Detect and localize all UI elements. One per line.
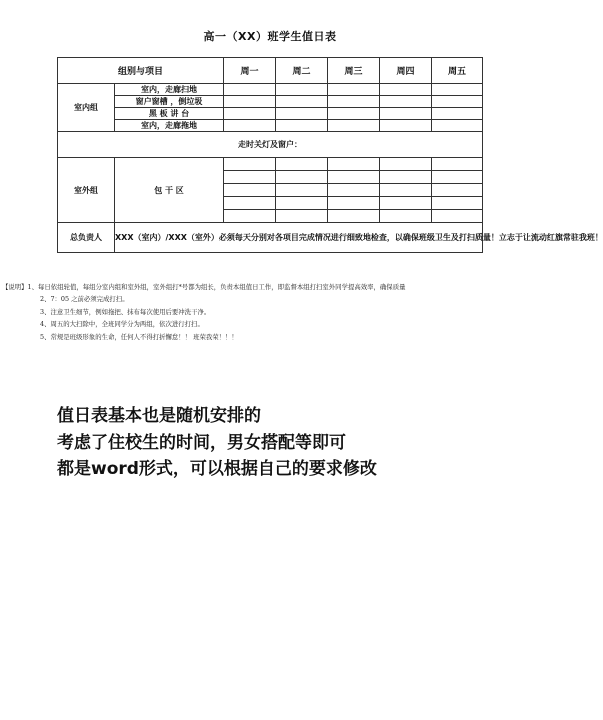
table-row — [58, 96, 483, 108]
table-cell — [328, 197, 380, 210]
outdoor-group-label: 室外组 — [58, 158, 115, 223]
responsible-label: 总负责人 — [58, 223, 115, 253]
table-cell — [224, 108, 276, 120]
table-cell — [328, 210, 380, 223]
table-cell — [432, 96, 483, 108]
table-row — [58, 84, 483, 96]
table-cell — [328, 184, 380, 197]
table-cell — [380, 84, 432, 96]
indoor-task: 室内，走廊扫地 — [115, 84, 224, 96]
table-row — [58, 158, 483, 171]
table-cell — [432, 158, 483, 171]
table-cell — [432, 197, 483, 210]
indoor-group-label: 室内组 — [58, 84, 115, 132]
table-cell — [224, 197, 276, 210]
table-cell — [224, 171, 276, 184]
table-cell — [224, 120, 276, 132]
responsible-text: XXX（室内）/XXX（室外）必须每天分别对各项目完成情况进行细致地检查，以确保班级卫生及打扫质量！立志于让流动红旗常驻我班！ — [115, 223, 483, 253]
caption-line: 考虑了住校生的时间，男女搭配等即可 — [57, 432, 346, 453]
table-cell — [276, 210, 328, 223]
table-cell — [380, 158, 432, 171]
table-header-row — [58, 58, 483, 84]
document-title: 高一（XX）班学生值日表 — [203, 30, 337, 43]
table-cell — [276, 120, 328, 132]
table-cell — [380, 184, 432, 197]
table-cell — [328, 120, 380, 132]
table-cell — [276, 197, 328, 210]
table-cell — [276, 84, 328, 96]
table-cell — [380, 210, 432, 223]
table-cell — [328, 108, 380, 120]
leave-reminder: 走时关灯及窗户： — [58, 132, 483, 158]
note-line: 3、注意卫生细节，例如拖把、抹布每次使用后要冲洗干净。 — [40, 307, 211, 316]
outdoor-area: 包 干 区 — [115, 158, 224, 223]
table-cell — [380, 171, 432, 184]
note-line: 5、常规是班级形象的生命，任何人不得打折懈怠！！ 班荣我荣！！！ — [40, 332, 238, 341]
table-cell — [328, 158, 380, 171]
table-cell — [276, 108, 328, 120]
table-cell — [276, 171, 328, 184]
table-cell — [328, 171, 380, 184]
duty-roster-table — [57, 57, 603, 253]
indoor-task: 窗户窗槽 ，倒垃圾 — [115, 96, 224, 108]
table-cell — [432, 84, 483, 96]
header-friday: 周五 — [432, 58, 483, 84]
header-tuesday: 周二 — [276, 58, 328, 84]
table-cell — [432, 171, 483, 184]
caption-text — [57, 403, 517, 483]
header-group-item: 组别与项目 — [58, 58, 224, 84]
indoor-task: 室内，走廊拖地 — [115, 120, 224, 132]
table-cell — [224, 210, 276, 223]
note-line: 【说明】1、每日依组轮值，每组分室内组和室外组，室外组打*号都为组长，负责本组值日工作，即监督本组打扫室外同学提高效率，确保质量 — [2, 283, 406, 291]
table-cell — [328, 84, 380, 96]
table-cell — [224, 84, 276, 96]
caption-line: 值日表基本也是随机安排的 — [57, 406, 261, 426]
header-wednesday: 周三 — [328, 58, 380, 84]
table-cell — [224, 184, 276, 197]
table-cell — [432, 210, 483, 223]
table-cell — [380, 197, 432, 210]
table-cell — [432, 108, 483, 120]
table-cell — [328, 96, 380, 108]
note-line: 4、周五的大扫除中，全班同学分为两组，依次进行打扫。 — [40, 320, 204, 329]
table-row — [58, 108, 483, 120]
table-row — [58, 120, 483, 132]
table-cell — [380, 96, 432, 108]
table-cell — [224, 158, 276, 171]
header-monday: 周一 — [224, 58, 276, 84]
table-cell — [276, 158, 328, 171]
table-cell — [380, 120, 432, 132]
table-cell — [432, 120, 483, 132]
indoor-task: 黑 板 讲 台 — [115, 108, 224, 120]
table-cell — [276, 184, 328, 197]
instructions-notes — [2, 281, 538, 343]
table-row — [58, 132, 483, 158]
table-cell — [276, 96, 328, 108]
header-thursday: 周四 — [380, 58, 432, 84]
caption-line: 都是word形式，可以根据自己的要求修改 — [57, 459, 377, 479]
table-cell — [432, 184, 483, 197]
table-cell — [224, 96, 276, 108]
note-line: 2、7：05 之前必须完成打扫。 — [40, 295, 129, 304]
table-row — [58, 223, 483, 253]
table-cell — [380, 108, 432, 120]
